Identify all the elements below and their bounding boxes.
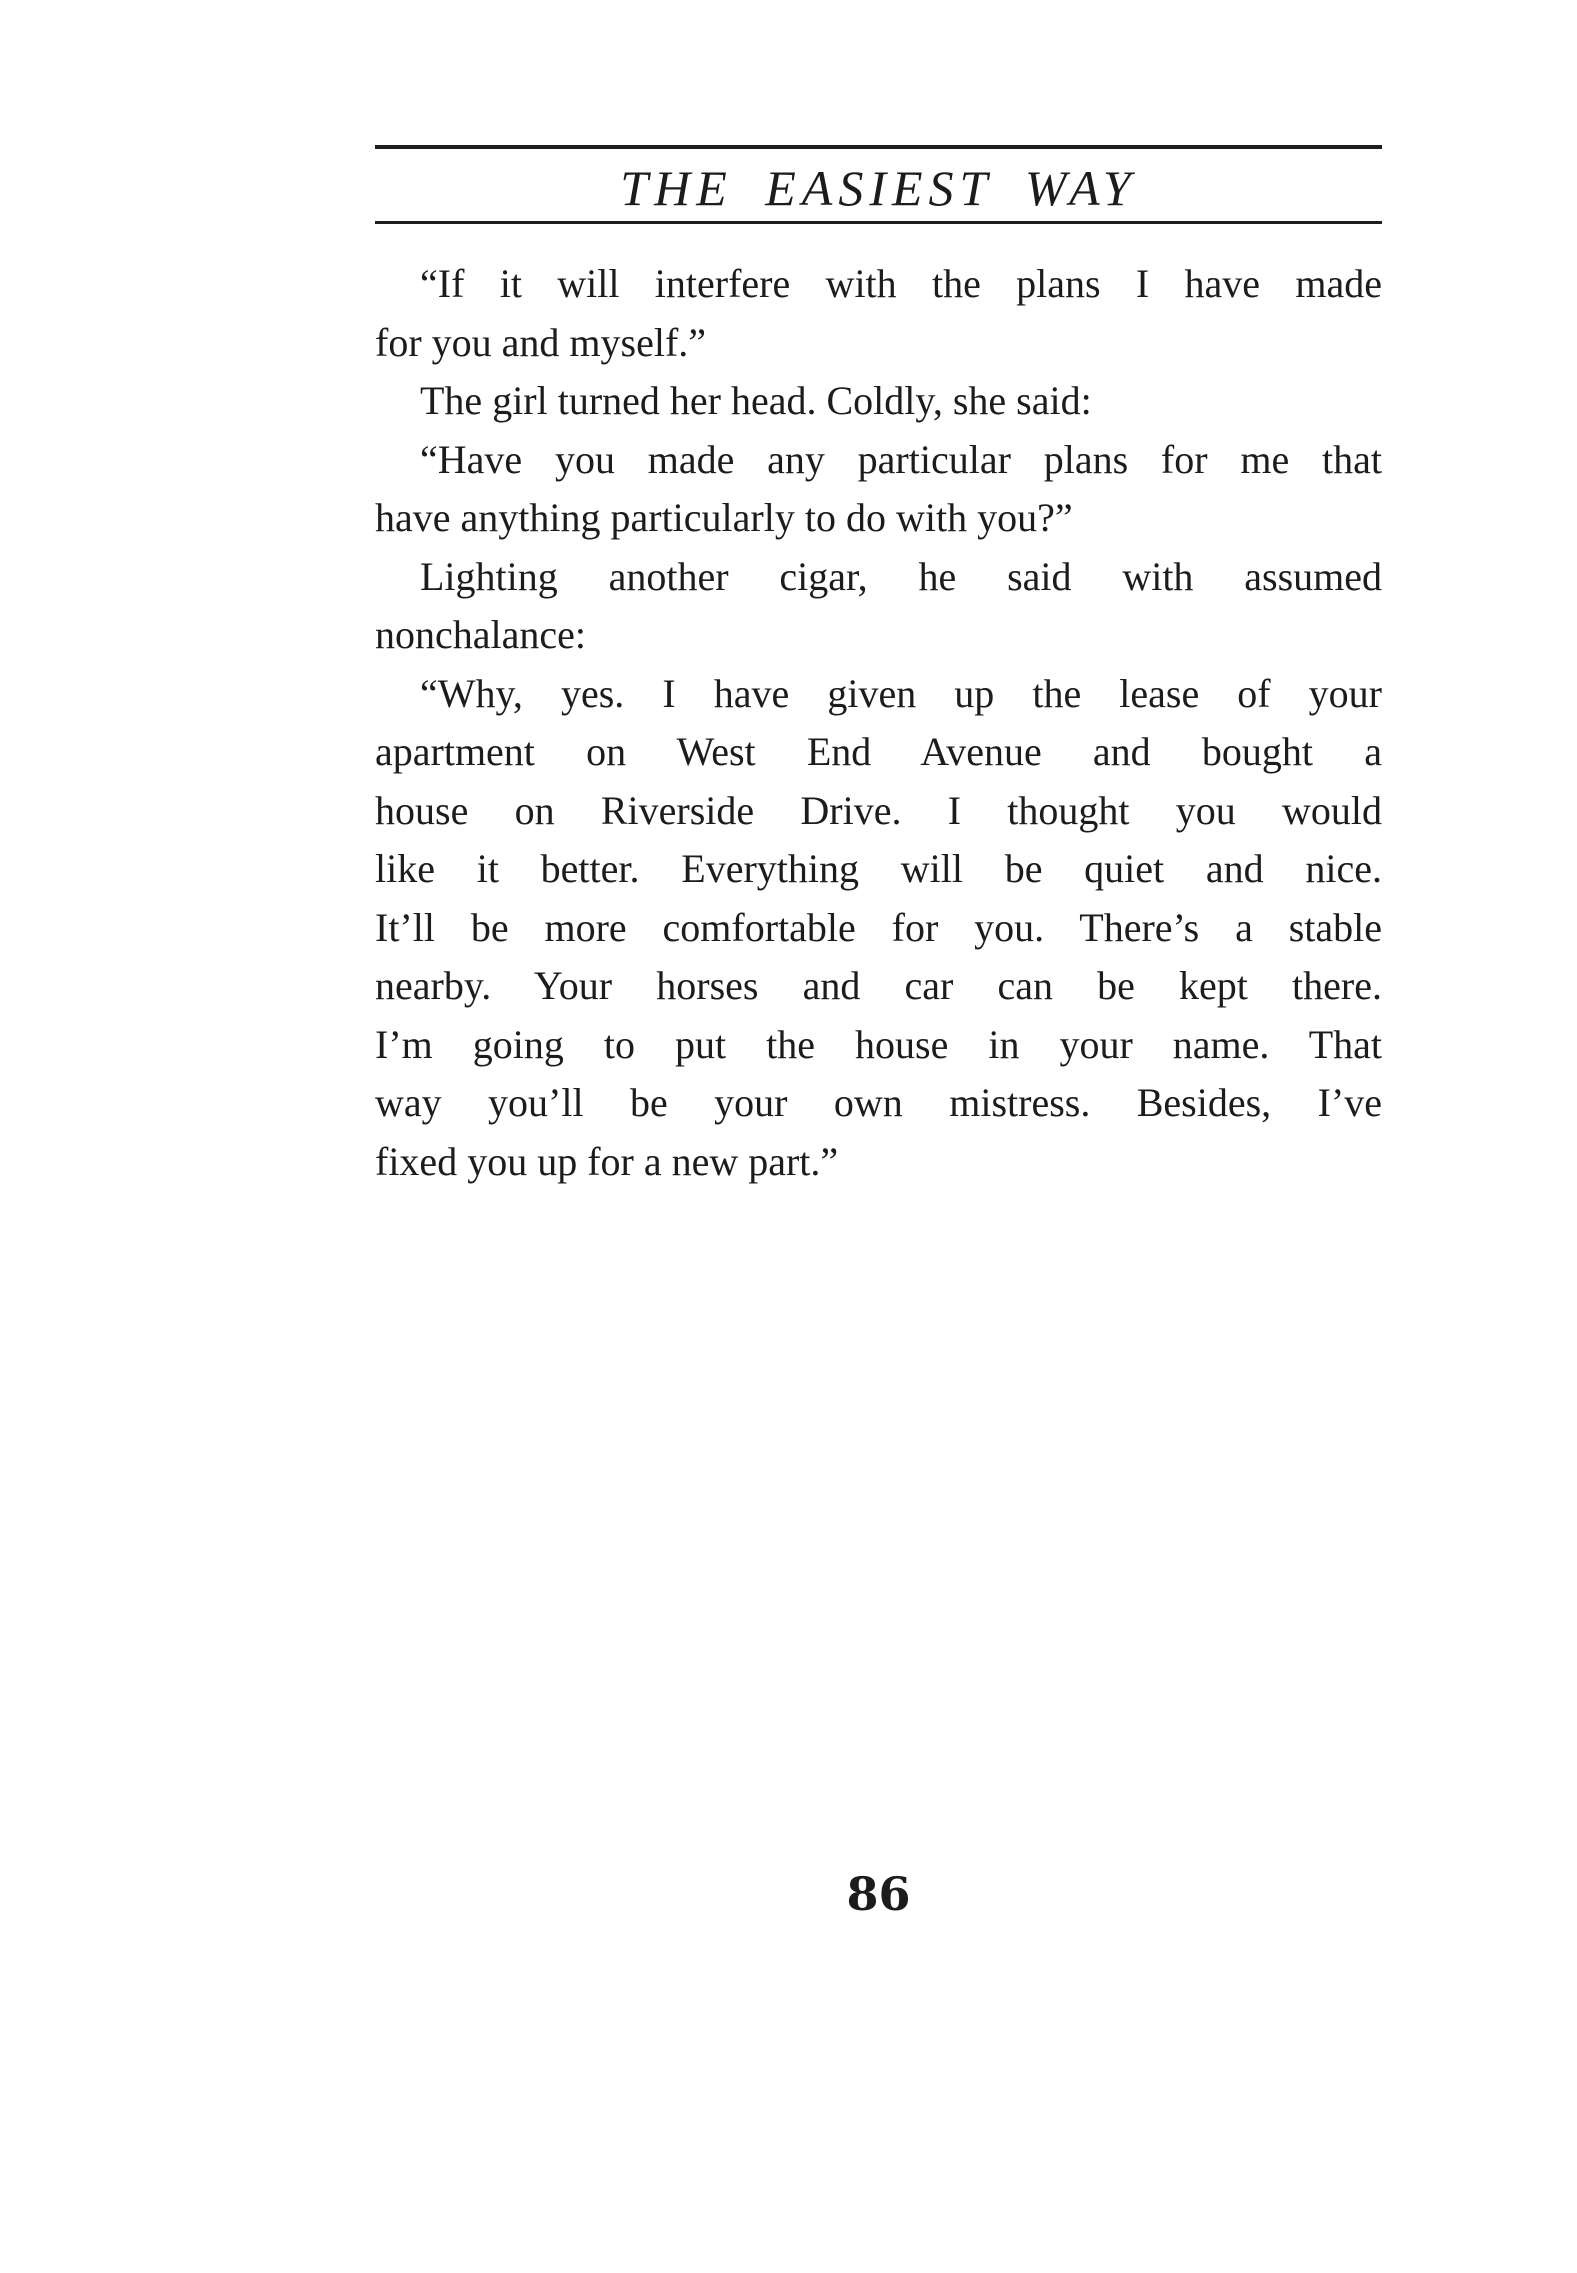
running-head: THE EASIEST WAY	[620, 160, 1137, 216]
text-line: It’ll be more comfortable for you. There’s a stable	[375, 904, 1382, 950]
text-line: nearby. Your horses and car can be kept there.	[375, 963, 1382, 1008]
text-line: “Why, yes. I have given up the lease of your	[420, 670, 1382, 716]
page-number: 86	[846, 1867, 911, 1921]
text-line: like it better. Everything will be quiet and nice.	[375, 846, 1382, 891]
header-rule-bottom	[375, 221, 1382, 224]
text-line: for you and myself.”	[375, 319, 707, 365]
text-line: “Have you made any particular plans for me that	[420, 436, 1382, 482]
header-rule-top	[375, 145, 1382, 149]
text-line: house on Riverside Drive. I thought you would	[375, 787, 1382, 833]
text-line: fixed you up for a new part.”	[375, 1138, 839, 1184]
text-line: I’m going to put the house in your name. That	[375, 1021, 1382, 1067]
body-text	[375, 255, 1382, 1191]
text-line: apartment on West End Avenue and bought a	[375, 729, 1382, 774]
text-line: way you’ll be your own mistress. Besides, I’ve	[375, 1080, 1382, 1125]
text-line: have anything particularly to do with you?”	[375, 495, 1073, 540]
text-line: nonchalance:	[375, 612, 586, 657]
text-line: “If it will interfere with the plans I have made	[420, 261, 1382, 306]
text-line: Lighting another cigar, he said with assumed	[420, 553, 1382, 599]
text-line: The girl turned her head. Coldly, she said:	[420, 378, 1092, 423]
